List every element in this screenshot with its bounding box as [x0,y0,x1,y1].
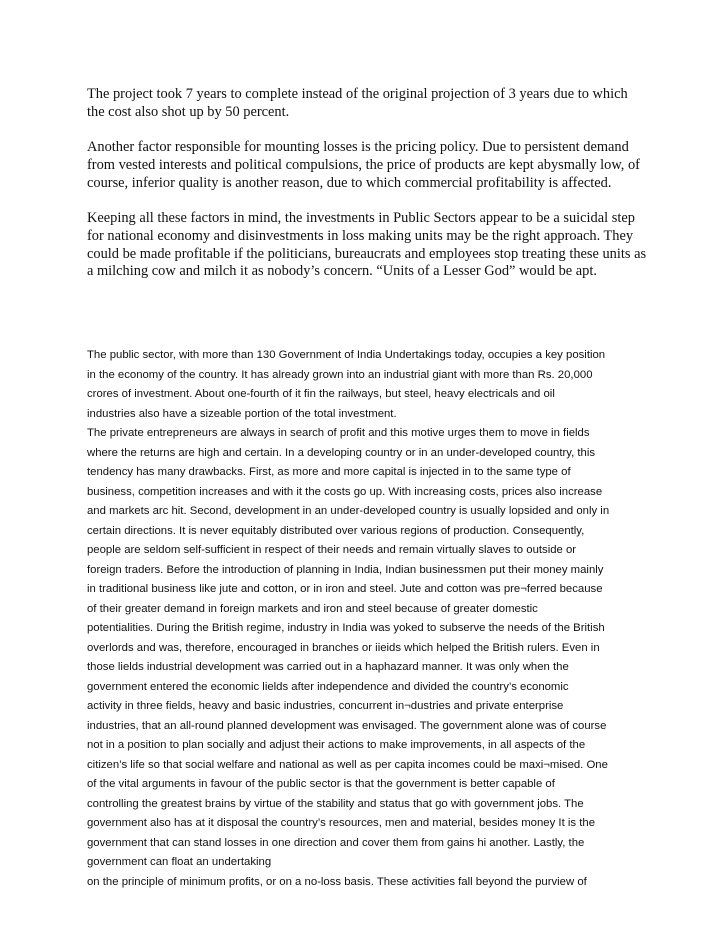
text-line: in traditional business like jute and cotton, or in iron and steel. Jute and cotton was pre¬ferred because [87,583,603,595]
text-line: potentialities. During the British regime, industry in India was yoked to subserve the needs of the British [87,622,605,634]
text-line: from vested interests and political compulsions, the price of products are kept abysmally low, of [87,156,640,173]
text-line: crores of investment. About one-fourth of it fin the railways, but steel, heavy electricals and oil [87,388,555,400]
text-line: government also has at it disposal the country’s resources, men and material, besides money It is the [87,817,595,829]
text-line: The private entrepreneurs are always in search of profit and this motive urges them to move in fields [87,427,590,439]
text-line: business, competition increases and with it the costs go up. With increasing costs, prices also increase [87,485,603,498]
text-line: on the principle of minimum profits, or on a no-loss basis. These activities fall beyond the purview of [87,875,587,888]
text-line: of the vital arguments in favour of the public sector is that the government is better capable of [87,778,555,790]
text-line: The public sector, with more than 130 Government of India Undertakings today, occupies a key position [87,349,606,361]
text-line: course, inferior quality is another reason, due to which commercial profitability is affected. [87,174,612,191]
text-line: where the returns are high and certain. In a developing country or in an under-developed country, this [87,446,596,459]
text-line: the cost also shot up by 50 percent. [87,103,290,120]
text-line: citizen’s life so that social welfare and national as well as per capita incomes could be maxi¬mised. One [87,758,608,771]
text-line: industries, that an all-round planned development was envisaged. The government alone was of course [87,719,607,732]
text-line: people are seldom self-sufficient in respect of their needs and remain virtually slaves to outside or [87,544,577,556]
text-line: activity in three fields, heavy and basic industries, concurrent in¬dustries and private enterprise [87,700,564,712]
text-line: controlling the greatest brains by virtue of the stability and status that go with government jobs. The [87,797,584,810]
text-line: and markets arc hit. Second, development in an under-developed country is usually lopsided and only in [87,505,610,517]
text-line: industries also have a sizeable portion of the total investment. [87,407,397,420]
text-line: government entered the economic lields after independence and divided the country’s economic [87,680,569,693]
text-line: tendency has many drawbacks. First, as more and more capital is injected in to the same type of [87,466,571,478]
text-line: Keeping all these factors in mind, the investments in Public Sectors appear to be a suicidal step [87,210,635,226]
serif-paragraph-3 [87,210,647,281]
text-line: those lields industrial development was carried out in a haphazard manner. It was only when the [87,661,569,673]
serif-paragraph-2 [87,139,647,192]
text-line: a milching cow and milch it as nobody’s concern. “Units of a Lesser God” would be apt. [87,263,597,280]
text-line: not in a position to plan socially and adjust their actions to make improvements, in all aspects of the [87,739,586,751]
text-line: overlords and was, therefore, encouraged in branches or iieids which helped the British rulers. Even in [87,641,600,654]
text-line: could be made profitable if the politicians, bureaucrats and employees stop treating these units as [87,245,647,262]
text-line: government that can stand losses in one direction and cover them from gains hi another. Lastly, the [87,836,585,849]
text-line: The project took 7 years to complete instead of the original projection of 3 years due to which [87,86,628,102]
text-line: foreign traders. Before the introduction of planning in India, Indian businessmen put their money mainly [87,563,604,576]
sans-body-text [87,346,657,892]
text-line: government can float an undertaking [87,856,272,868]
text-line: in the economy of the country. It has already grown into an industrial giant with more than Rs. 20,000 [87,368,593,381]
serif-paragraph-1 [87,86,647,122]
text-line: certain directions. It is never equitably distributed over various regions of production. Consequently, [87,524,585,537]
text-line: of their greater demand in foreign markets and iron and steel because of greater domestic [87,602,538,615]
text-line: for national economy and disinvestments in loss making units may be the right approach. They [87,227,634,244]
text-line: Another factor responsible for mounting losses is the pricing policy. Due to persistent demand [87,139,629,155]
